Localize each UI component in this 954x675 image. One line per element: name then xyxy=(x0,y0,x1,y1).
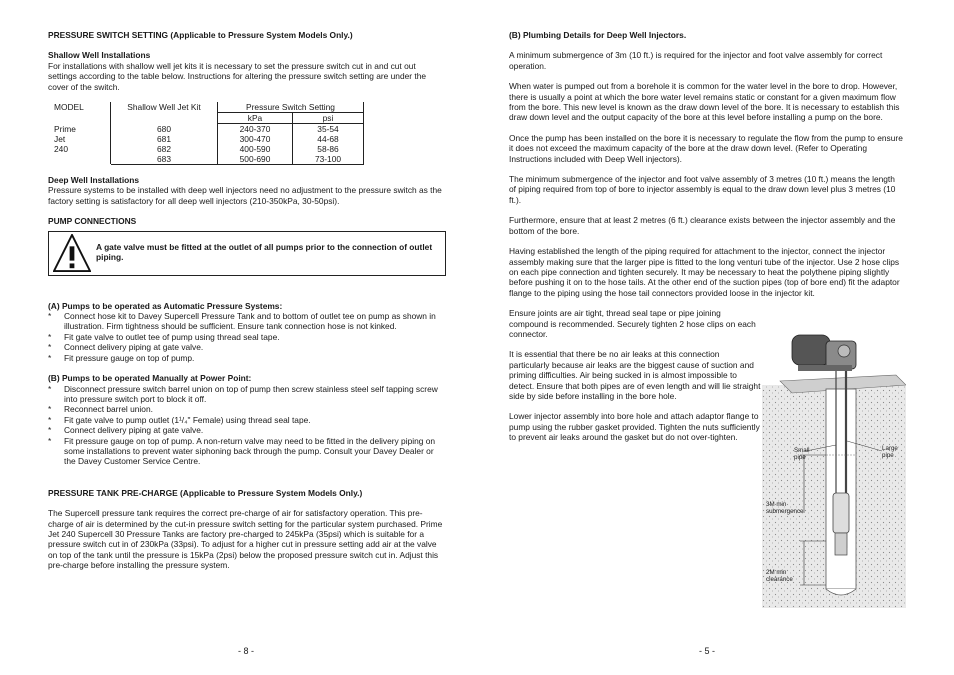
page-number-left: - 8 - xyxy=(238,646,255,656)
clearance-label: 2M min clearance xyxy=(766,569,793,583)
bore-installation-diagram xyxy=(762,323,906,608)
deep-well-heading: Deep Well Installations xyxy=(48,175,140,186)
table-header-kpa: kPa xyxy=(218,113,293,124)
table-header-psi: psi xyxy=(293,113,364,124)
small-pipe-label: Small pipe xyxy=(794,447,810,461)
bore-diagram-drawing xyxy=(762,323,906,608)
list-item: * Connect hose kit to Davey Supercell Pressure Tank and to bottom of outlet tee on pump as shown in illustration. Firm tightness should be sufficient. Ensure tank connection hose is not kinked. xyxy=(48,311,446,332)
tank-precharge-heading: PRESSURE TANK PRE-CHARGE (Applicable to Pressure System Models Only.) xyxy=(48,487,363,498)
list-item: * Reconnect barrel union. xyxy=(48,404,446,414)
list-item: * Disconnect pressure switch barrel union on top of pump then screw stainless steel self tapping screw into pressure switch port to block it off. xyxy=(48,384,446,405)
paragraph: Once the pump has been installed on the bore it is necessary to regulate the flow from the pump to ensure it does not exceed the maximum capacity of the bore at the draw down level. (Refer to Operating Instructions included with Deep Well injectors). xyxy=(509,132,903,164)
table-row: Jet 681 300-470 44-68 xyxy=(50,134,364,144)
paragraph: Lower injector assembly into bore hole and attach adaptor flange to pump using the rubber gasket provided. Tighten the nuts sufficiently to prevent air leaks around the gasket but do not over-tighten. xyxy=(509,411,760,443)
table-header-model: MODEL xyxy=(54,102,84,113)
paragraph: The minimum submergence of the injector and foot valve assembly of 3 metres (10 ft.) means the length of piping required from top of bore to injector assembly is equal to the draw down level plus 3 metres (10 ft.). xyxy=(509,174,896,205)
list-item: * Fit pressure gauge on top of pump. xyxy=(48,353,446,363)
table-header-kit: Shallow Well Jet Kit xyxy=(111,102,218,113)
automatic-steps-list xyxy=(48,311,446,363)
manual-steps-list xyxy=(48,384,446,467)
deep-well-text: Pressure systems to be installed with deep well injectors need no adjustment to the pressure switch as the factory setting is satisfactory for all deep well injectors (210-350kPa, 30-50psi). xyxy=(48,185,442,206)
warning-icon xyxy=(53,234,91,272)
pump-connections-heading: PUMP CONNECTIONS xyxy=(48,216,137,227)
shallow-well-heading: Shallow Well Installations xyxy=(48,50,151,61)
table-row: Prime 680 240-370 35-54 xyxy=(50,124,364,135)
pressure-switch-table xyxy=(50,102,364,165)
paragraph: Ensure joints are air tight, thread seal tape or pipe joining compound is recommended. Securely tighten 2 hose clips on each connector. xyxy=(509,308,756,339)
table-header-setting: Pressure Switch Setting xyxy=(218,102,364,113)
plumbing-details-heading: (B) Plumbing Details for Deep Well Injectors. xyxy=(509,30,687,40)
submergence-label: 3M min submergence xyxy=(766,501,804,515)
list-item: * Connect delivery piping at gate valve. xyxy=(48,342,446,352)
table-row: 240 682 400-590 58-86 xyxy=(50,144,364,154)
warning-box xyxy=(48,231,446,276)
large-pipe-label: Large pipe xyxy=(882,445,898,459)
shallow-well-text: For installations with shallow well jet kits it is necessary to set the pressure switch cut in and cut out settings according to the table below. Instructions for altering the pressure switch setting are under the cover of the switch. xyxy=(48,60,427,92)
manual-operation-heading: (B) Pumps to be operated Manually at Power Point: xyxy=(48,373,252,384)
paragraph: It is essential that there be no air leaks at this connection particularly because air leaks are the biggest cause of suction and priming difficulties. Air being sucked in is almost impossible to detect. Ensure that both pipes are of even length and will lie straight side by side before installing in the bore hole. xyxy=(509,349,761,401)
automatic-systems-heading: (A) Pumps to be operated as Automatic Pressure Systems: xyxy=(48,300,283,311)
paragraph: A minimum submergence of 3m (10 ft.) is required for the injector and foot valve assembly for correct operation. xyxy=(509,50,883,71)
warning-text: A gate valve must be fitted at the outlet of all pumps prior to the connection of outlet piping. xyxy=(96,241,433,263)
paragraph: Having established the length of the piping required for attachment to the injector, connect the injector assembly making sure that the larger pipe is fitted to the long venturi tube of the injector. Use 2 hose clips on each pipe connection and tighten securely. It may be necessary to heat the polythene piping slightly before pushing it on to the hose tails. At the other end of the suction pipes (top of bore end) fit the adaptor flange to the piping using the hose tail connectors provided loose in the injector kit. xyxy=(509,246,900,298)
list-item: * Fit gate valve to pump outlet (1¹/₄" Female) using thread seal tape. xyxy=(48,415,446,425)
paragraph: When water is pumped out from a borehole it is common for the water level in the bore to drop. However, there is usually a point at which the bore water level remains static or constant for a given maximum flow from the bore. This new level is known as the draw down level of the bore. It is necessary to establish this draw down level and the output capacity of the bore at this level before installing a pump on the bore. xyxy=(509,81,900,123)
list-item: * Fit pressure gauge on top of pump. A non-return valve may need to be fitted in the delivery piping on some installations to prevent water siphoning back through the pump. Consult your Davey Dealer or the Davey Customer Service Centre. xyxy=(48,436,446,467)
tank-precharge-text: The Supercell pressure tank requires the correct pre-charge of air for satisfactory operation. This pre-charge of air is determined by the cut-in pressure switch setting for the particular system purchased. Prime Jet 240 Supercell 30 Pressure Tanks are factory pre-charged to 245kPa (35psi) which is suitable for a pressure switch cut in of 230kPa (33psi). To adjust for a higher cut in pressure setting add air at the valve on top of the tank until the pressure is 15kPa (2psi) below the proposed pressure switch cut in. Adjust this pre-charge before installing the pressure system. xyxy=(48,508,443,571)
list-item: * Connect delivery piping at gate valve. xyxy=(48,425,446,435)
paragraph: Furthermore, ensure that at least 2 metres (6 ft.) clearance exists between the injector assembly and the bottom of the bore. xyxy=(509,215,896,236)
pressure-switch-heading: PRESSURE SWITCH SETTING (Applicable to Pressure System Models Only.) xyxy=(48,30,353,40)
table-row: 683 500-690 73-100 xyxy=(50,154,364,165)
list-item: * Fit gate valve to outlet tee of pump using thread seal tape. xyxy=(48,332,446,342)
left-page xyxy=(48,30,446,571)
page-number-right: - 5 - xyxy=(699,646,716,656)
